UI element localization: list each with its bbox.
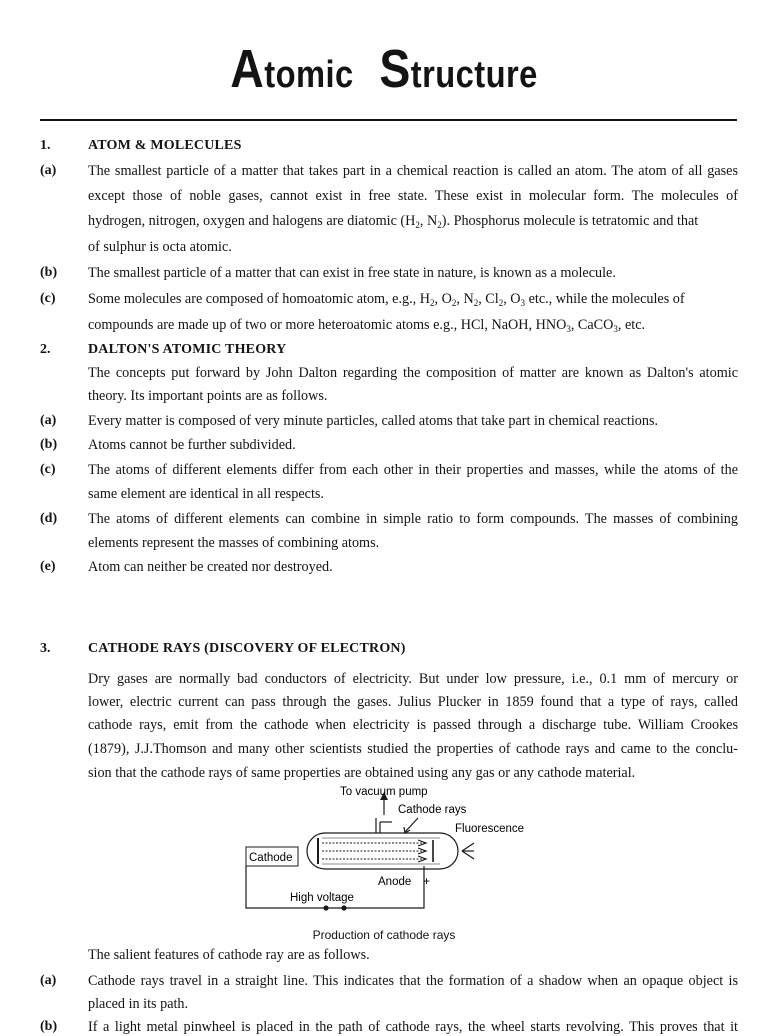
- section-1-heading: ATOM & MOLECULES: [88, 138, 242, 153]
- section-2-number: 2.: [40, 342, 51, 357]
- s1-a-line: The smallest particle of a matter that takes part in a chemical reaction is called an atom. The atom of all gases: [88, 163, 738, 179]
- s2-b-line: Atoms cannot be further subdivided.: [88, 437, 296, 453]
- s1-a-line: except those of noble gases, cannot exist in free state. These exist in molecular form. The molecules of: [88, 188, 738, 204]
- s3-paragraph-line: (1879), J.J.Thomson and many other scientists studied the properties of cathode rays and came to the conclu-: [88, 741, 738, 757]
- s2-b-label: (b): [40, 437, 58, 452]
- s1-b-label: (b): [40, 265, 58, 280]
- terminal-dot: [342, 906, 346, 910]
- s2-a-label: (a): [40, 413, 57, 428]
- s3-paragraph-line: cathode rays, emit from the cathode when electricity is passed through a discharge tube. William Crookes: [88, 717, 738, 733]
- title-word-tomic: tomic: [264, 54, 354, 96]
- s3-b-label: (b): [40, 1019, 58, 1034]
- title-initial-s: S: [379, 39, 411, 99]
- label-plus: +: [423, 874, 431, 888]
- section-1-number: 1.: [40, 138, 51, 153]
- s1-c-line: compounds are made up of two or more heteroatomic atoms e.g., HCl, NaOH, $HNO_3$, CaCO$_3$, etc.: [88, 317, 646, 334]
- section-2-heading: DALTON'S ATOMIC THEORY: [88, 342, 287, 357]
- label-cathode-rays: Cathode rays: [398, 804, 467, 816]
- s3-a-label: (a): [40, 973, 57, 988]
- figure-caption: Production of cathode rays: [312, 928, 456, 942]
- title-rule: [40, 119, 737, 121]
- ray-lines: [322, 843, 425, 859]
- s2-c-line: The atoms of different elements differ from each other in their properties and masses, while the atoms of the: [88, 462, 738, 478]
- s3-paragraph-line: lower, electric current can pass through the gases. Julius Plucker in 1859 found that a type of rays, called: [88, 694, 738, 710]
- section-3-number: 3.: [40, 641, 51, 656]
- s2-e-line: Atom can neither be created nor destroyed.: [88, 559, 333, 575]
- s3-paragraph-line: sion that the cathode rays of same properties are obtained using any gas or any cathode material.: [88, 765, 636, 781]
- s1-a-line: hydrogen, nitrogen, oxygen and halogens are diatomic ($H_2$, $N_2$). Phosphorus molecule is tetratomic and that: [88, 213, 699, 230]
- s2-c-label: (c): [40, 462, 56, 477]
- label-cathode: Cathode: [249, 852, 293, 864]
- s2-intro-line: theory. Its important points are as follows.: [88, 388, 328, 404]
- s1-c-label: (c): [40, 291, 56, 306]
- label-anode: Anode: [378, 876, 412, 888]
- terminal-dot: [324, 906, 328, 910]
- s2-d-line: The atoms of different elements can combine in simple ratio to form compounds. The masses of combining: [88, 511, 738, 527]
- s2-a-line: Every matter is composed of very minute particles, called atoms that take part in chemical reactions.: [88, 413, 659, 429]
- s3-features-intro: The salient features of cathode ray are as follows.: [88, 947, 370, 963]
- section-3-heading: CATHODE RAYS (DISCOVERY OF ELECTRON): [88, 641, 406, 656]
- s1-a-line: of sulphur is octa atomic.: [88, 239, 232, 255]
- s2-intro-line: The concepts put forward by John Dalton regarding the composition of matter are known as Dalton's atomic: [88, 365, 738, 381]
- s2-d-line: elements represent the masses of combining atoms.: [88, 535, 380, 551]
- label-vacuum-pump: To vacuum pump: [340, 786, 428, 798]
- s1-a-label: (a): [40, 163, 57, 178]
- s3-a-line: Cathode rays travel in a straight line. This indicates that the formation of a shadow when an opaque object is: [88, 973, 738, 989]
- title-word-tructure: tructure: [410, 54, 538, 96]
- s3-b-line: If a light metal pinwheel is placed in the path of cathode rays, the wheel starts revolving. This proves that it: [88, 1019, 738, 1035]
- page-title: [54, 38, 714, 100]
- s2-c-line: same element are identical in all respects.: [88, 486, 324, 502]
- label-fluorescence: Fluorescence: [455, 823, 525, 835]
- s3-a-line: placed in its path.: [88, 996, 189, 1012]
- s2-e-label: (e): [40, 559, 56, 574]
- label-high-voltage: High voltage: [290, 892, 354, 904]
- cathode-ray-tube-diagram: [0, 780, 768, 930]
- s2-d-label: (d): [40, 511, 58, 526]
- s1-b-line: The smallest particle of a matter that can exist in free state in nature, is known as a molecule.: [88, 265, 616, 281]
- title-initial-a: A: [230, 39, 265, 99]
- s1-c-line: Some molecules are composed of homoatomic atom, e.g., $H_2$, $O_2$, $N_2$, $Cl_2$, $O_3$ etc., while the molecules of: [88, 291, 685, 308]
- s3-paragraph-line: Dry gases are normally bad conductors of electricity. But under low pressure, i.e., 0.1 mm of mercury or: [88, 671, 738, 687]
